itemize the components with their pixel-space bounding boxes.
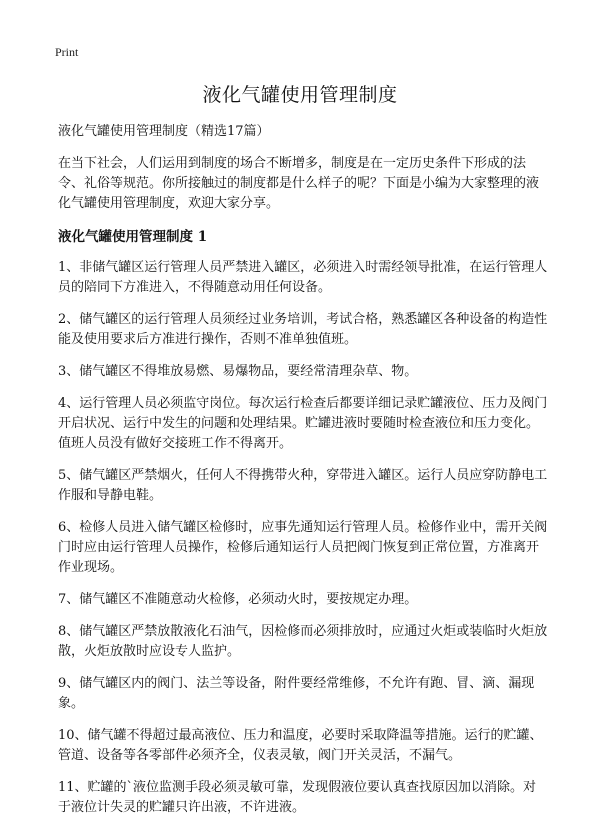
list-item: 3、储气罐区不得堆放易燃、易爆物品，要经常清理杂草、物。 — [58, 364, 418, 379]
page-title: 液化气罐使用管理制度 — [202, 84, 398, 106]
list-item: 5、储气罐区严禁烟火，任何人不得携带火种，穿带进入罐区。运行人员应穿防静电工作服和导静电鞋。 — [58, 468, 548, 503]
list-item: 11、贮罐的`液位监测手段必须灵敏可靠，发现假液位要认真查找原因加以消除。对于液位计失灵的贮罐只许出液，不许进液。 — [58, 780, 537, 815]
list-item: 9、储气罐区内的阀门、法兰等设备，附件要经常维修，不允许有跑、冒、滴、漏现象。 — [58, 676, 535, 711]
list-item: 4、运行管理人员必须监守岗位。每次运行检查后都要详细记录贮罐液位、压力及阀门开启状况、运行中发生的问题和处理结果。贮罐进液时要随时检查液位和压力变化。值班人员没有做好交接班工作不得离开。 — [58, 396, 548, 451]
list-item: 6、检修人员进入储气罐区检修时，应事先通知运行管理人员。检修作业中，需开关阀门时应由运行管理人员操作，检修后通知运行人员把阀门恢复到正常位置，方准离开作业现场。 — [58, 520, 548, 575]
intro-paragraph: 在当下社会，人们运用到制度的场合不断增多，制度是在一定历史条件下形成的法令、礼俗等规范。你所接触过的制度都是什么样子的呢？下面是小编为大家整理的液化气罐使用管理制度，欢迎大家分享。 — [58, 156, 540, 211]
list-item: 2、储气罐区的运行管理人员须经过业务培训，考试合格，熟悉罐区各种设备的构造性能及使用要求后方准进行操作，否则不准单独值班。 — [58, 312, 548, 347]
list-item: 7、储气罐区不准随意动火检修，必须动火时，要按规定办理。 — [58, 592, 418, 607]
list-item: 8、储气罐区严禁放散液化石油气，因检修而必须排放时，应通过火炬或装临时火炬放散，火炬放散时应设专人监护。 — [58, 624, 548, 659]
document-subtitle: 液化气罐使用管理制度（精选17篇） — [58, 124, 270, 139]
print-link[interactable]: Print — [55, 45, 79, 59]
list-item: 1、非储气罐区运行管理人员严禁进入罐区，必须进入时需经领导批准，在运行管理人员的陪同下方准进入，不得随意动用任何设备。 — [58, 260, 548, 295]
section-heading: 液化气罐使用管理制度 1 — [58, 229, 208, 245]
list-item: 10、储气罐不得超过最高液位、压力和温度，必要时采取降温等措施。运行的贮罐、管道、设备等各零部件必须齐全，仪表灵敏，阀门开关灵活，不漏气。 — [58, 728, 543, 763]
document-body — [58, 122, 548, 830]
